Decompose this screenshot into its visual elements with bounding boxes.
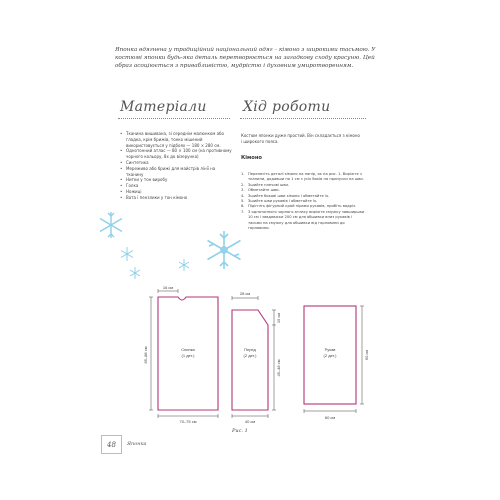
step-item [241,172,366,183]
front-side2-dim: 45–48 см [276,359,281,377]
list-item: • Голка [120,183,232,189]
step-text: Зшийте плечові шви. [248,182,290,187]
materials-list [120,131,232,201]
front-count: (2 дет.) [243,353,257,358]
front-label: Перед [244,347,256,352]
kimono-pattern-diagram [140,285,380,425]
materials-divider [118,118,230,119]
step-number: 7. [241,209,245,214]
sleeve-label: Рукав [324,347,336,352]
list-item: • Синтетика [120,160,232,166]
snowflake-icon [177,258,191,272]
step-text: Зшийте шви рукавів і обметайте їх. [248,199,318,204]
snowflake-icon [96,210,126,240]
back-side-dim: 85–88 см [143,346,148,364]
sleeve-side-dim: 60 см [364,349,369,361]
step-number: 1. [241,172,245,176]
step-text: Обметайте шви. [248,188,280,193]
step-item [241,210,366,232]
front-side1-dim: 15 см [276,312,281,324]
snowflake-icon [119,246,135,262]
back-label: Спинка [181,347,195,352]
sleeve-bottom-dim: 60 см [324,415,336,420]
kimono-subheading: Кімоно [241,155,262,161]
step-number: 3. [241,188,245,193]
back-bottom-dim: 70–75 см [179,419,197,424]
running-footer: Японка [127,441,147,447]
materials-heading: Матеріали [120,99,207,115]
step-text: Підігніть фігурний край пірами рукавів, прибіть вадріз. [248,204,357,209]
back-count: (1 дет.) [181,353,195,358]
step-text: Зшийте бокові шви кімоно і обметайте їх. [248,193,330,198]
process-heading: Хід роботи [243,99,331,115]
front-top-dim: 28 см [239,291,251,296]
list-item: • Однотонний атлас — 80 × 100 см (на противному чорного кольору, 8х до візерунка) [120,148,232,160]
step-text: Перенесіть деталі кімоно на папір, як на рис. 1. Виріжте з тканини, додавши по 1 см з усіх боків на припуски на шви. [248,172,364,182]
process-divider [240,118,366,119]
process-lead: Костюм японки дуже простий. Він складається з кімоно і широкого пояса. [241,133,360,144]
step-number: 2. [241,182,245,187]
step-text: З однотонного чорного атласу виріжте смужку завширшки 10 см і завдовжки 200 см для обшивки вниз рукавів і тасьми на смужку для обшивки від горловини до горловини. [248,209,365,231]
steps-list [241,172,366,231]
step-number: 6. [241,204,245,209]
list-item: • Нитки у тон виробу [120,177,232,183]
step-number: 5. [241,199,245,204]
list-item: • Вата і пензлики у тон кімоно [120,195,232,201]
page-number: 48 [101,435,122,454]
figure-caption: Рис. 1 [232,428,248,434]
snowflake-icon [203,229,245,271]
intro-paragraph: Японка вдягнена у традиційний національний одяг – кімоно з широкими тасьмою. У костюмі японки будь-яка деталь перетворюється на загадкову сходу красуню. Цей образ асоціюється з привабливістю, мудрістю і духовним умиротворенням. [115,47,376,69]
back-top-dim: 16 см [162,285,174,290]
list-item: • Мереживо або брижі для майстрів лінії на тканину [120,166,232,178]
front-bottom-dim: 40 см [244,419,256,424]
front-piece-outline [232,310,268,410]
list-item: • Ножиці [120,189,232,195]
sleeve-count: (2 дет.) [323,353,337,358]
snowflake-icon [128,266,142,280]
list-item: • Тканина вишивана, зі середнім малюнком або гладка, крім брижів, тонко мішений використовується у підбоях — 180 × 280 см. [120,131,232,148]
step-number: 4. [241,193,245,198]
